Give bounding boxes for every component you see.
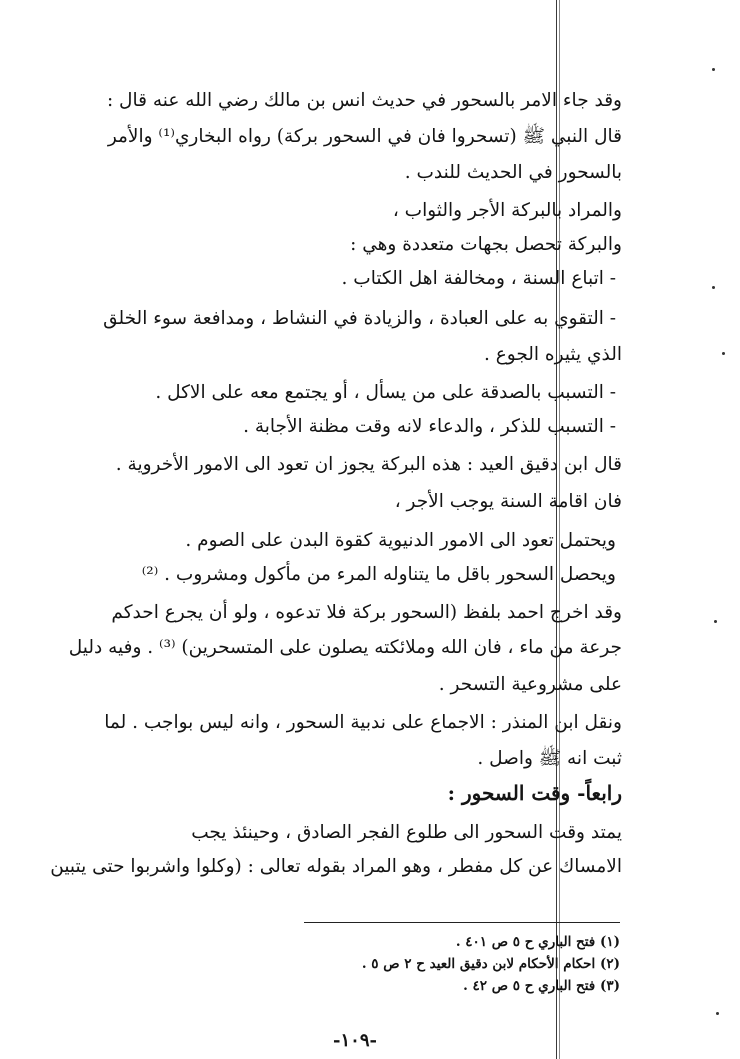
body-line-10: - التسبب للذكر ، والدعاء لانه وقت مظنة الأجابة . bbox=[243, 416, 616, 437]
body-line-1: وقد جاء الامر بالسحور في حديث انس بن مالك رضي الله عنه قال : bbox=[106, 90, 622, 111]
scan-speck bbox=[716, 1012, 719, 1015]
scan-speck bbox=[714, 620, 717, 623]
body-line-14: ويحصل السحور باقل ما يتناوله المرء من مأكول ومشروب . ⁽²⁾ bbox=[141, 564, 616, 585]
page-number: -١٠٩- bbox=[333, 1030, 377, 1051]
footnote-3: (٣) فتح الباري ح ٥ ص ٤٢ . bbox=[463, 978, 620, 994]
body-line-19: ثبت انه ﷺ واصل . bbox=[477, 748, 622, 769]
body-line-17: على مشروعية التسحر . bbox=[438, 674, 622, 695]
body-line-2: قال النبي ﷺ (تسحروا فان في السحور بركة) رواه البخاري⁽¹⁾ والأمر bbox=[107, 126, 622, 147]
body-line-12: فان اقامة السنة يوجب الأجر ، bbox=[394, 491, 622, 512]
body-line-21: الامساك عن كل مفطر ، وهو المراد بقوله تعالى : (وكلوا واشربوا حتى يتبين bbox=[50, 856, 622, 877]
body-line-9: - التسبب بالصدقة على من يسأل ، أو يجتمع معه على الاكل . bbox=[155, 382, 616, 403]
section-heading: رابعاً- وقت السحور : bbox=[447, 781, 622, 805]
body-line-11: قال ابن دقيق العيد : هذه البركة يجوز ان تعود الى الامور الأخروية . bbox=[115, 454, 622, 475]
body-line-5: والبركة تحصل بجهات متعددة وهي : bbox=[350, 234, 622, 255]
scan-speck bbox=[722, 352, 725, 355]
body-line-13: ويحتمل تعود الى الامور الدنيوية كقوة البدن على الصوم . bbox=[185, 530, 616, 551]
body-line-7: - التقوي به على العبادة ، والزيادة في النشاط ، ومدافعة سوء الخلق bbox=[103, 308, 616, 329]
body-line-6: - اتباع السنة ، ومخالفة اهل الكتاب . bbox=[341, 268, 616, 289]
footnote-1: (١) فتح الباري ح ٥ ص ٤٠١ . bbox=[455, 934, 620, 950]
body-line-20: يمتد وقت السحور الى طلوع الفجر الصادق ، وحينئذ يجب bbox=[191, 822, 622, 843]
body-line-18: ونقل ابن المنذر : الاجماع على ندبية السحور ، وانه ليس بواجب . لما bbox=[104, 712, 622, 733]
footnote-2: (٢) احكام الأحكام لابن دقيق العيد ح ٢ ص ٥ . bbox=[361, 956, 620, 972]
body-line-16: جرعة من ماء ، فان الله وملائكته يصلون على المتسحرين) ⁽³⁾ . وفيه دليل bbox=[68, 637, 622, 658]
footnote-separator bbox=[304, 922, 620, 923]
scan-speck bbox=[712, 286, 715, 289]
scan-speck bbox=[712, 68, 715, 71]
body-line-15: وقد اخرج احمد بلفظ (السحور بركة فلا تدعوه ، ولو أن يجرع احدكم bbox=[111, 602, 622, 623]
body-line-3: بالسحور في الحديث للندب . bbox=[404, 162, 622, 183]
body-line-8: الذي يثيره الجوع . bbox=[483, 344, 622, 365]
body-line-4: والمراد بالبركة الأجر والثواب ، bbox=[392, 200, 622, 221]
